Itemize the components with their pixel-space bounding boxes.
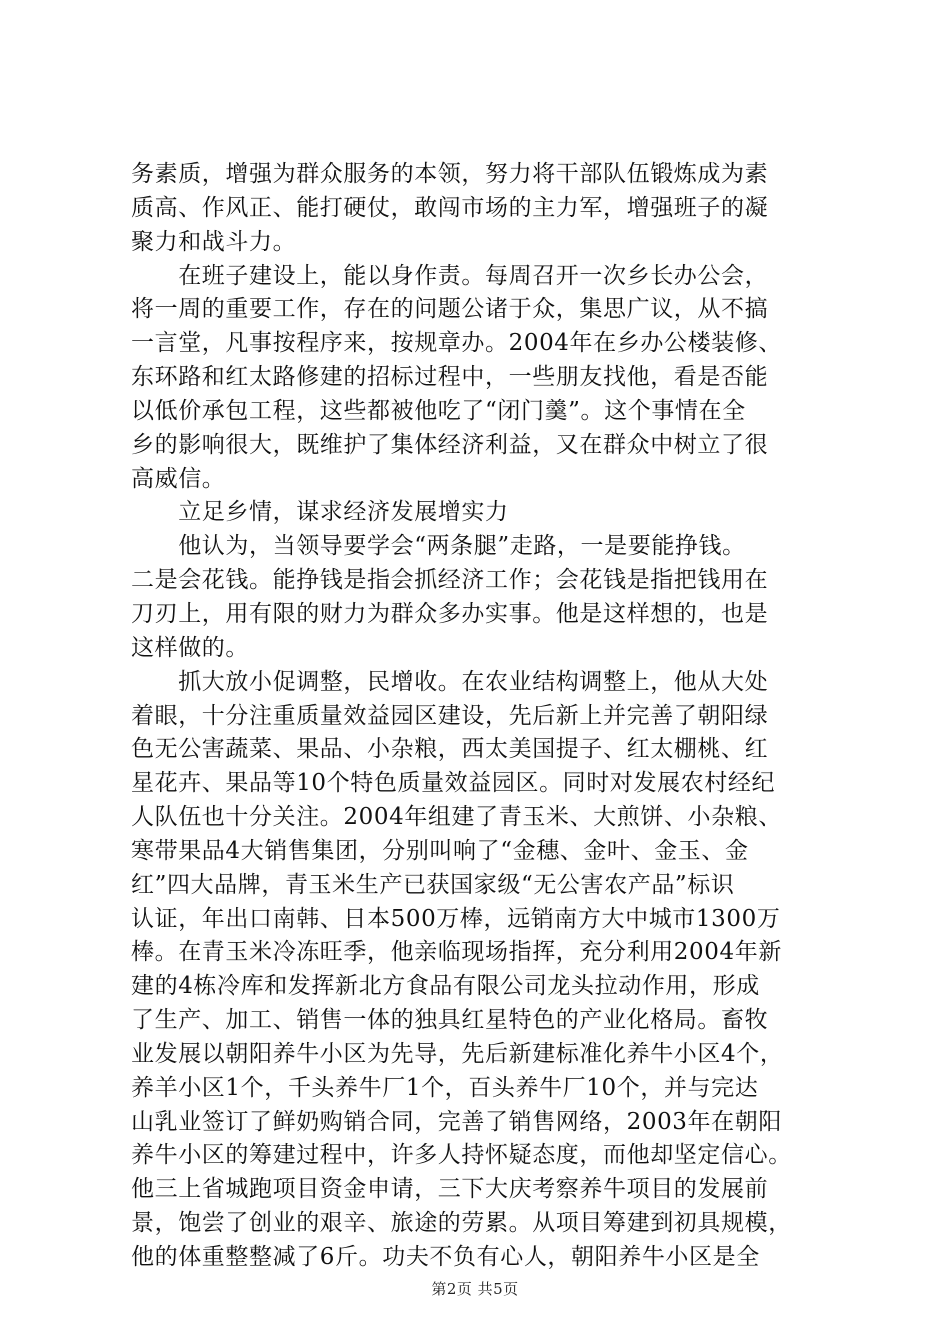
- document-body: [131, 158, 831, 1275]
- text-line: 这样做的。: [131, 634, 249, 661]
- text-line: 一言堂，凡事按程序来，按规章办。2004年在乡办公楼装修、: [131, 330, 782, 357]
- text-line: 养羊小区1个，千头养牛厂1个，百头养牛厂10个，并与完达: [131, 1074, 759, 1101]
- text-line: 乡的影响很大，既维护了集体经济利益，又在群众中树立了很: [131, 431, 769, 458]
- text-line: 景，饱尝了创业的艰辛、旅途的劳累。从项目筹建到初具规模，: [131, 1210, 792, 1237]
- text-line: 二是会花钱。能挣钱是指会抓经济工作；会花钱是指把钱用在: [131, 567, 769, 594]
- text-line: 立足乡情，谋求经济发展增实力: [131, 499, 509, 526]
- text-line: 高威信。: [131, 465, 226, 492]
- text-line: 务素质，增强为群众服务的本领，努力将干部队伍锻炼成为素: [131, 161, 769, 187]
- text-line: 山乳业签订了鲜奶购销合同，完善了销售网络，2003年在朝阳: [131, 1108, 782, 1135]
- text-line: 抓大放小促调整，民增收。在农业结构调整上，他从大处: [131, 668, 769, 695]
- text-line: 建的4栋冷库和发挥新北方食品有限公司龙头拉动作用，形成: [131, 973, 760, 1000]
- page-footer: 第2页 共5页: [431, 1280, 519, 1298]
- text-line: 质高、作风正、能打硬仗，敢闯市场的主力军，增强班子的凝: [131, 194, 769, 221]
- text-line: 养牛小区的筹建过程中，许多人持怀疑态度，而他却坚定信心。: [131, 1142, 792, 1169]
- text-line: 人队伍也十分关注。2004年组建了青玉米、大煎饼、小杂粮、: [131, 804, 782, 831]
- text-line: 刀刃上，用有限的财力为群众多办实事。他是这样想的，也是: [131, 600, 769, 627]
- text-line: 寒带果品4大销售集团，分别叫响了“金穗、金叶、金玉、金: [131, 837, 749, 864]
- text-line: 红”四大品牌，青玉米生产已获国家级“无公害农产品”标识: [131, 871, 735, 898]
- text-line: 着眼，十分注重质量效益园区建设，先后新上并完善了朝阳绿: [131, 702, 769, 729]
- text-line: 他认为，当领导要学会“两条腿”走路，一是要能挣钱。: [131, 533, 746, 560]
- text-line: 他的体重整整减了6斤。功夫不负有心人，朝阳养牛小区是全: [131, 1244, 760, 1270]
- text-line: 以低价承包工程，这些都被他吃了“闭门羹”。这个事情在全: [131, 397, 746, 424]
- text-line: 将一周的重要工作，存在的问题公诸于众，集思广议，从不搞: [131, 296, 769, 323]
- text-line: 业发展以朝阳养牛小区为先导，先后新建标准化养牛小区4个，: [131, 1040, 784, 1067]
- text-line: 东环路和红太路修建的招标过程中，一些朋友找他，看是否能: [131, 364, 769, 391]
- text-line: 在班子建设上，能以身作责。每周召开一次乡长办公会，: [131, 262, 769, 289]
- text-line: 认证，年出口南韩、日本500万棒，远销南方大中城市1300万: [131, 905, 781, 932]
- text-line: 他三上省城跑项目资金申请，三下大庆考察养牛项目的发展前: [131, 1176, 769, 1203]
- text-line: 棒。在青玉米冷冻旺季，他亲临现场指挥，充分利用2004年新: [131, 939, 782, 966]
- text-line: 星花卉、果品等10个特色质量效益园区。同时对发展农村经纪: [131, 770, 776, 797]
- text-line: 色无公害蔬菜、果品、小杂粮，西太美国提子、红太棚桃、红: [131, 736, 769, 763]
- text-line: 了生产、加工、销售一体的独具红星特色的产业化格局。畜牧: [131, 1007, 769, 1034]
- text-line: 聚力和战斗力。: [131, 228, 297, 255]
